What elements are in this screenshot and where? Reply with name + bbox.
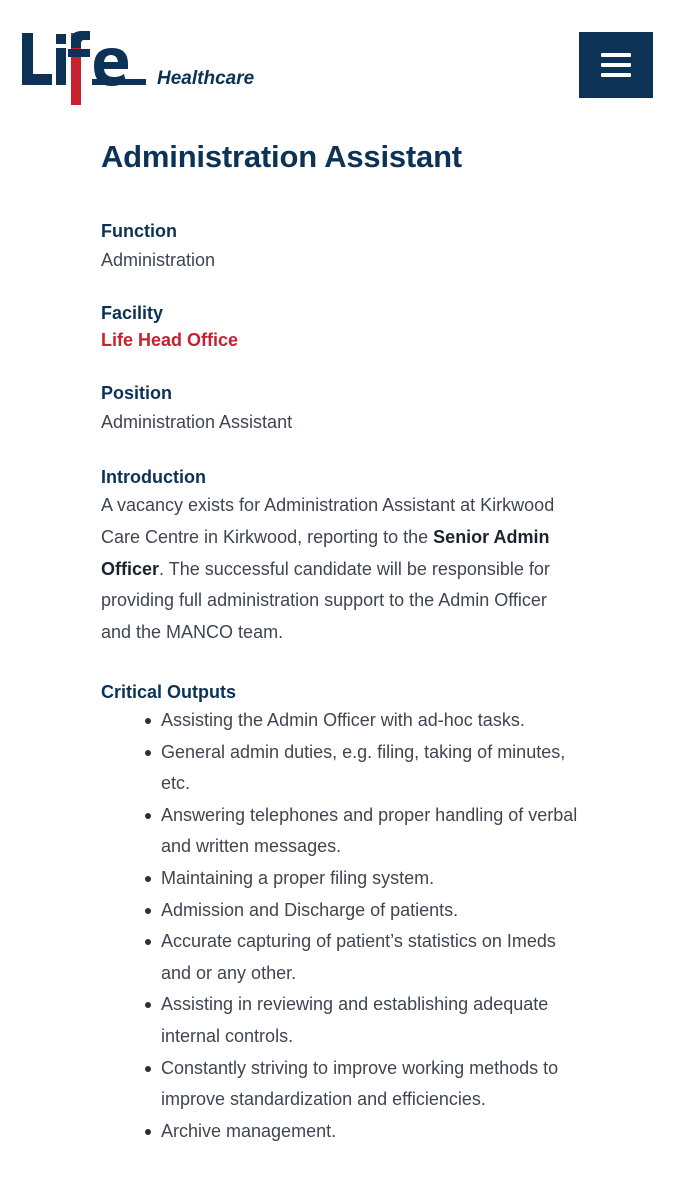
life-healthcare-logo[interactable] xyxy=(22,28,272,108)
list-item: Admission and Discharge of patients. xyxy=(161,895,581,927)
facility-field xyxy=(101,300,581,354)
list-item: Maintaining a proper filing system. xyxy=(161,863,581,895)
hamburger-menu-button[interactable] xyxy=(579,32,653,98)
list-item: Accurate capturing of patient’s statistics on Imeds and or any other. xyxy=(161,926,581,989)
introduction-section xyxy=(101,464,581,649)
list-item: Answering telephones and proper handling of verbal and written messages. xyxy=(161,800,581,863)
list-item: Assisting in reviewing and establishing adequate internal controls. xyxy=(161,989,581,1052)
page-title: Administration Assistant xyxy=(101,139,462,174)
function-field xyxy=(101,218,581,276)
facility-link[interactable]: Life Head Office xyxy=(101,330,239,350)
logo-mark xyxy=(22,28,272,108)
list-item: Archive management. xyxy=(161,1116,581,1148)
list-item: Constantly striving to improve working methods to improve standardization and efficiencies. xyxy=(161,1053,581,1116)
critical-outputs-list xyxy=(101,705,581,1147)
logo-subtitle: Healthcare xyxy=(157,68,255,89)
list-item: Assisting the Admin Officer with ad-hoc tasks. xyxy=(161,705,581,737)
critical-outputs-section xyxy=(101,679,581,1147)
position-value: Administration Assistant xyxy=(101,412,293,432)
function-label: Function xyxy=(101,221,177,241)
critical-outputs-label: Critical Outputs xyxy=(101,681,237,702)
intro-text-end: . The successful candidate will be responsible for providing full administration support to the Admin Officer and the MANCO team. xyxy=(101,558,550,643)
function-value: Administration xyxy=(101,250,216,270)
job-details xyxy=(101,136,581,1147)
hamburger-menu-icon xyxy=(601,53,631,57)
position-field xyxy=(101,380,581,438)
list-item: General admin duties, e.g. filing, taking of minutes, etc. xyxy=(161,737,581,800)
intro-bold-reporting-line: Senior Admin Officer xyxy=(101,526,550,579)
position-label: Position xyxy=(101,383,172,403)
introduction-text xyxy=(101,490,581,649)
intro-text-start: A vacancy exists for Administration Assistant at Kirkwood Care Centre in Kirkwood, reporting to the xyxy=(101,495,555,547)
site-header xyxy=(0,0,676,110)
introduction-label: Introduction xyxy=(101,467,206,487)
facility-label: Facility xyxy=(101,303,164,323)
